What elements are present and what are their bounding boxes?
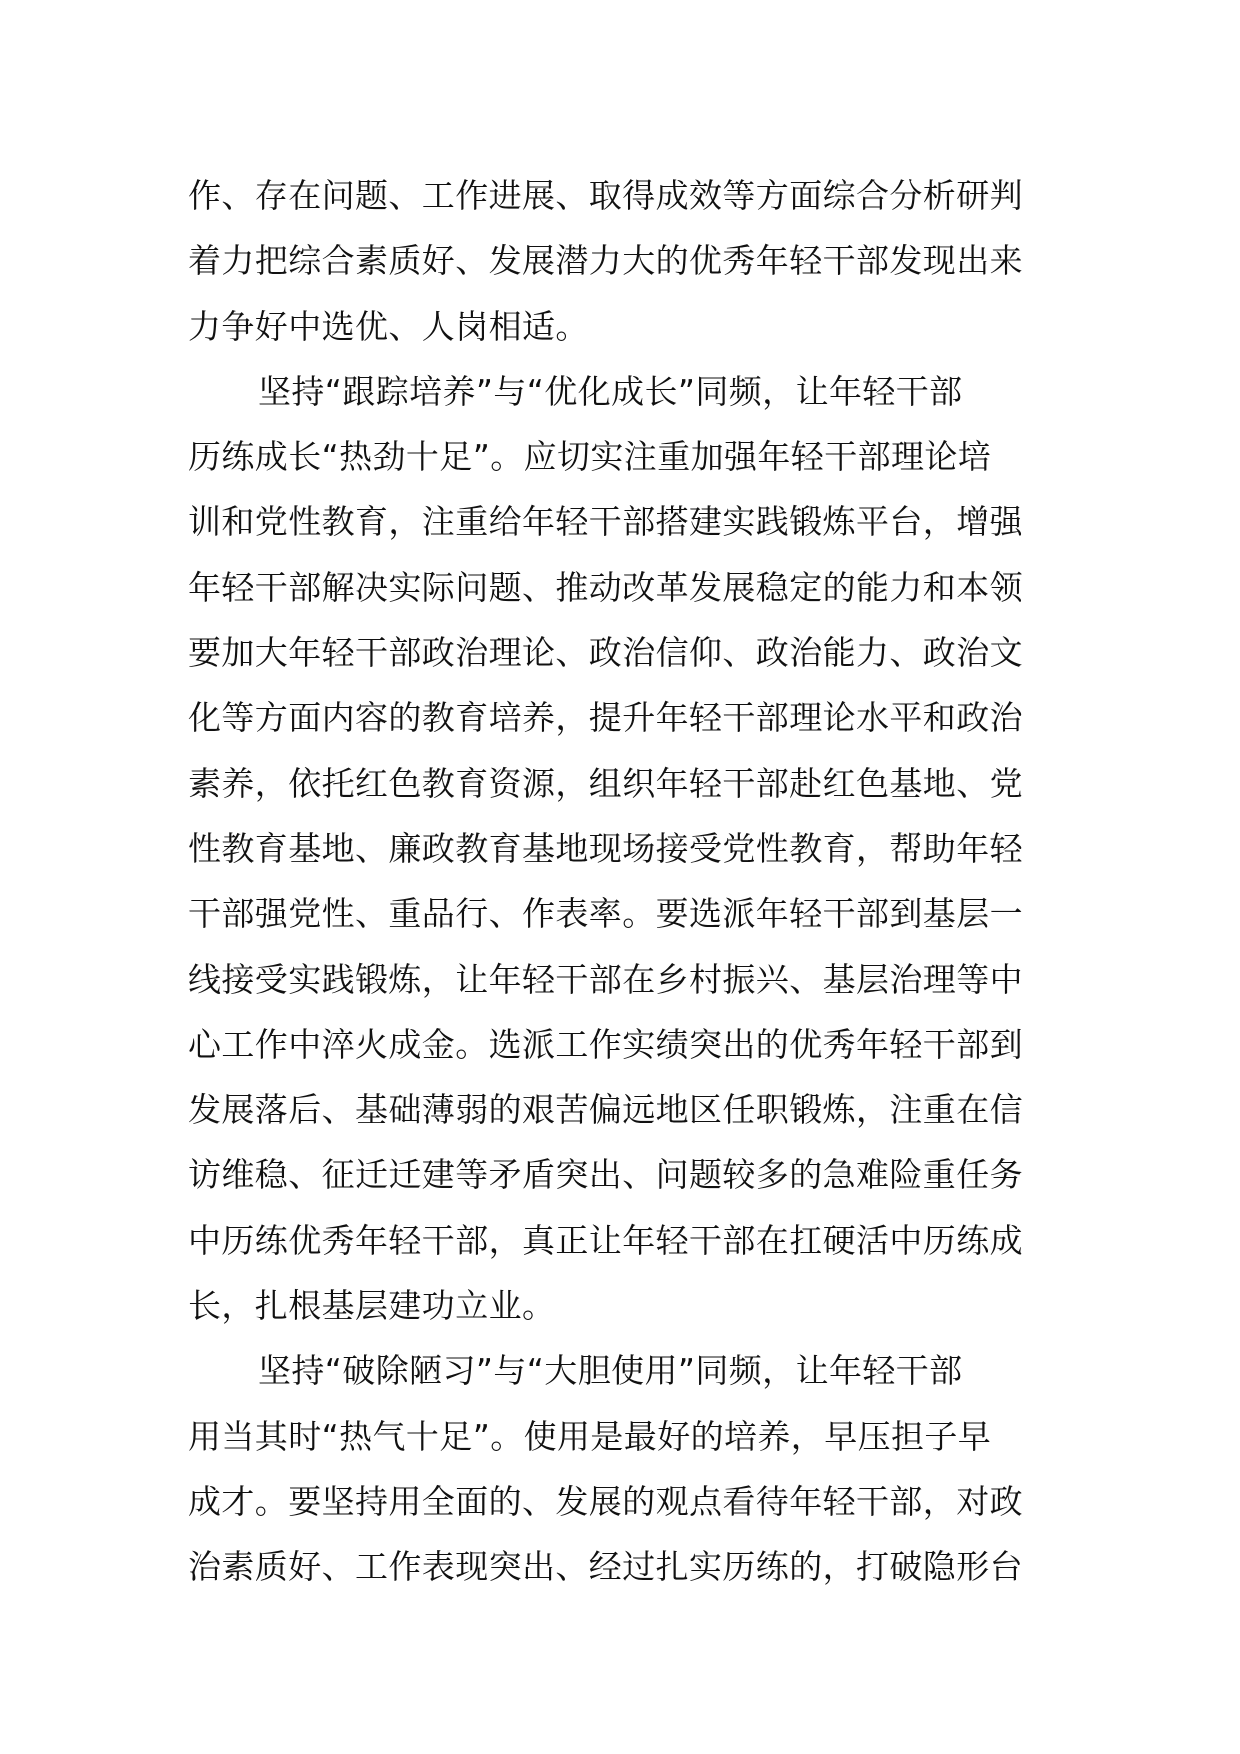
text-line-12: 干部强党性、重品行、作表率。要选派年轻干部到基层一: [188, 894, 1023, 934]
text-line-5: 历练成长“热劲十足”。应切实注重加强年轻干部理论培: [188, 437, 992, 477]
text-line-9: 化等方面内容的教育培养，提升年轻干部理论水平和政治: [188, 698, 1023, 738]
text-line-22: 治素质好、工作表现突出、经过扎实历练的，打破隐形台: [188, 1547, 1023, 1587]
text-line-1: 作、存在问题、工作进展、取得成效等方面综合分析研判: [188, 176, 1023, 215]
text-line-7: 年轻干部解决实际问题、推动改革发展稳定的能力和本领: [188, 567, 1023, 607]
text-line-17: 中历练优秀年轻干部，真正让年轻干部在扛硬活中历练成: [188, 1220, 1023, 1260]
text-line-3: 力争好中选优、人岗相适。: [188, 306, 589, 346]
text-line-20: 用当其时“热气十足”。使用是最好的培养，早压担子早: [188, 1416, 992, 1456]
text-line-15: 发展落后、基础薄弱的艰苦偏远地区任职锻炼，注重在信: [188, 1090, 1023, 1130]
text-line-10: 素养，依托红色教育资源，组织年轻干部赴红色基地、党: [188, 763, 1023, 803]
text-line-16: 访维稳、征迁迁建等矛盾突出、问题较多的急难险重任务: [188, 1155, 1023, 1195]
text-line-13: 线接受实践锻炼，让年轻干部在乡村振兴、基层治理等中: [188, 959, 1023, 999]
paragraph-heading-line: 坚持“破除陋习”与“大胆使用”同频，让年轻干部: [258, 1351, 963, 1391]
document-body: [188, 163, 1068, 1600]
text-line-8: 要加大年轻干部政治理论、政治信仰、政治能力、政治文: [188, 633, 1023, 673]
text-line-18: 长，扎根基层建功立业。: [188, 1286, 556, 1326]
text-line-6: 训和党性教育，注重给年轻干部搭建实践锻炼平台，增强: [188, 502, 1023, 542]
text-line-2: 着力把综合素质好、发展潜力大的优秀年轻干部发现出来: [188, 241, 1023, 281]
text-line-11: 性教育基地、廉政教育基地现场接受党性教育，帮助年轻: [188, 828, 1023, 868]
text-line-21: 成才。要坚持用全面的、发展的观点看待年轻干部，对政: [188, 1481, 1023, 1521]
paragraph-heading-line: 坚持“跟踪培养”与“优化成长”同频，让年轻干部: [258, 371, 963, 411]
text-line-14: 心工作中淬火成金。选派工作实绩突出的优秀年轻干部到: [188, 1024, 1023, 1064]
